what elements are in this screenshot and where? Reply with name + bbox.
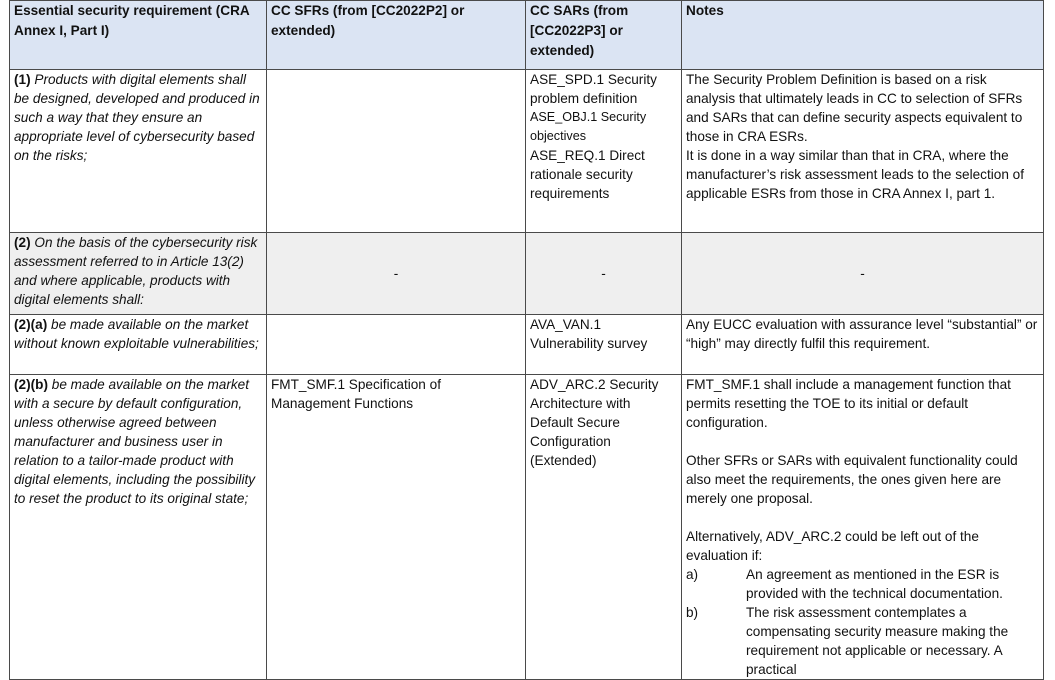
esr-text: Products with digital elements shall be designed, developed and produced in such a way that they ensure an appropriate level of cybersecurity based on the risks;	[14, 72, 260, 163]
list-item-text: An agreement as mentioned in the ESR is provided with the technical documentation.	[746, 567, 1003, 601]
notes-paragraph: The Security Problem Definition is based on a risk analysis that ultimately leads in CC to selection of SFRs and SARs that can define security aspects equivalent to those in CRA ESRs.	[686, 72, 1023, 144]
esr-text: be made available on the market without known exploitable vulnerabilities;	[14, 317, 259, 351]
notes-paragraph: Other SFRs or SARs with equivalent functionality could also meet the requirements, the ones given here are merely one proposal.	[686, 453, 1018, 506]
esr-number: (2)	[14, 235, 31, 250]
sar-cell: AVA_VAN.1 Vulnerability survey	[526, 315, 682, 375]
sfr-cell	[267, 315, 526, 375]
list-item-label: b)	[686, 605, 699, 620]
notes-cell: Any EUCC evaluation with assurance level “substantial” or “high” may directly fulfil this requirement.	[682, 315, 1044, 375]
notes-paragraph: FMT_SMF.1 shall include a management function that permits resetting the TOE to its initial or default configuration.	[686, 377, 1011, 430]
header-sfr: CC SFRs (from [CC2022P2] or extended)	[267, 1, 526, 70]
list-item-text: The risk assessment contemplates a compensating security measure making the requirement not applicable or necessary. A practical	[746, 605, 1009, 677]
esr-number: (2)(a)	[14, 317, 48, 332]
notes-cell	[682, 70, 1044, 233]
sfr-cell: FMT_SMF.1 Specification of Management Functions	[267, 375, 526, 680]
list-item	[686, 565, 1039, 603]
notes-cell: -	[682, 233, 1044, 315]
sar-cell: ADV_ARC.2 Security Architecture with Default Secure Configuration (Extended)	[526, 375, 682, 680]
table-row	[10, 233, 1044, 315]
esr-cell	[10, 233, 267, 315]
table-row	[10, 70, 1044, 233]
sfr-cell	[267, 70, 526, 233]
paragraph-spacer	[686, 508, 1039, 527]
list-item-label: a)	[686, 567, 699, 582]
esr-cell	[10, 70, 267, 233]
requirements-table	[9, 0, 1044, 680]
header-notes: Notes	[682, 1, 1044, 70]
sar-cell: -	[526, 233, 682, 315]
notes-paragraph: It is done in a way similar than that in CRA, where the manufacturer’s risk assessment leads to the selection of applicable ESRs from those in CRA Annex I, part 1.	[686, 148, 1024, 201]
paragraph-spacer	[686, 432, 1039, 451]
notes-paragraph: Alternatively, ADV_ARC.2 could be left out of the evaluation if:	[686, 529, 979, 563]
sar-cell	[526, 70, 682, 233]
esr-cell	[10, 315, 267, 375]
esr-number: (2)(b)	[14, 377, 48, 392]
document-page	[9, 0, 1044, 680]
esr-cell	[10, 375, 267, 680]
list-item	[686, 603, 1039, 679]
sar-item: ASE_OBJ.1 Security objectives	[530, 110, 647, 143]
sar-item: ASE_REQ.1 Direct rationale security requirements	[530, 148, 645, 201]
esr-text: be made available on the market with a secure by default configuration, unless otherwise agreed between manufacturer and business user in relation to a tailor-made product with digital elements, including the possibility to reset the product to its original state;	[14, 377, 256, 506]
esr-text: On the basis of the cybersecurity risk assessment referred to in Article 13(2) and where applicable, products with digital elements shall:	[14, 235, 258, 307]
sar-item: ASE_SPD.1 Security problem definition	[530, 72, 657, 106]
table-row	[10, 375, 1044, 680]
table-header-row	[10, 1, 1044, 70]
sfr-cell: -	[267, 233, 526, 315]
header-sar: CC SARs (from [CC2022P3] or extended)	[526, 1, 682, 70]
table-row	[10, 315, 1044, 375]
esr-number: (1)	[14, 72, 31, 87]
notes-cell	[682, 375, 1044, 680]
header-esr: Essential security requirement (CRA Annex I, Part I)	[10, 1, 267, 70]
